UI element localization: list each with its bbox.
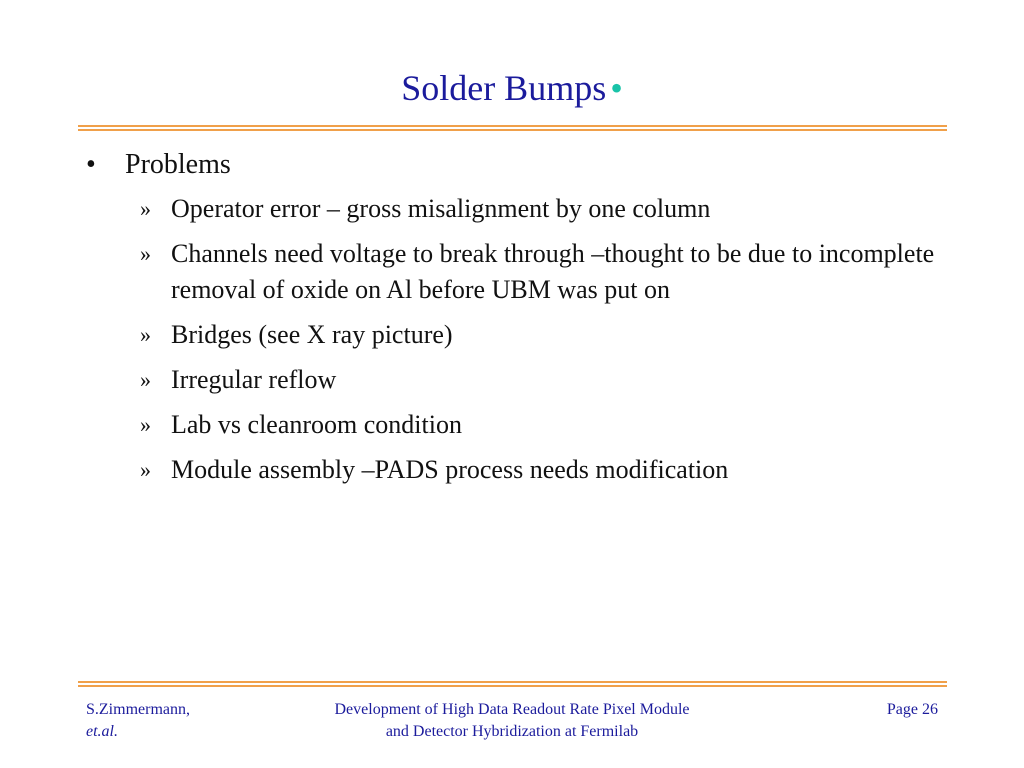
sub-bullet-channels-voltage <box>86 236 946 308</box>
title-bullet-icon: • <box>610 68 623 108</box>
slide-title <box>0 66 1024 110</box>
sub-bullet-text: Channels need voltage to break through –thought to be due to incomplete removal of oxide on Al before UBM was put on <box>171 239 935 304</box>
footer-title-line-2: and Detector Hybridization at Fermilab <box>385 723 639 740</box>
bullet-problems <box>86 146 946 184</box>
sub-bullet-chevron-icon: » <box>140 367 151 392</box>
sub-bullet-chevron-icon: » <box>140 322 151 347</box>
sub-bullet-chevron-icon: » <box>140 241 151 266</box>
sub-bullet-lab-cleanroom <box>86 407 946 443</box>
top-divider-line-2 <box>78 129 947 131</box>
top-divider-line-1 <box>78 125 947 127</box>
top-divider <box>78 125 947 131</box>
footer-author <box>86 699 190 743</box>
sub-bullet-text: Module assembly –PADS process needs modification <box>171 455 729 484</box>
bottom-divider-line-2 <box>78 685 947 687</box>
footer-title-line-1: Development of High Data Readout Rate Pixel Module <box>334 701 690 718</box>
sub-bullet-chevron-icon: » <box>140 196 151 221</box>
sub-bullet-operator-error <box>86 191 946 227</box>
sub-bullet-bridges <box>86 317 946 353</box>
bullet-problems-text: Problems <box>125 149 231 180</box>
sub-bullet-text: Irregular reflow <box>171 365 337 394</box>
footer-presentation-title <box>262 699 762 743</box>
bottom-divider-line-1 <box>78 681 947 683</box>
sub-bullet-irregular-reflow <box>86 362 946 398</box>
slide-title-text: Solder Bumps <box>401 68 607 108</box>
slide-body <box>86 146 946 497</box>
bottom-divider <box>78 681 947 687</box>
bullet-dot-icon: • <box>86 149 96 180</box>
sub-bullet-chevron-icon: » <box>140 457 151 482</box>
footer-author-name: S.Zimmermann, <box>86 701 190 718</box>
sub-bullet-chevron-icon: » <box>140 412 151 437</box>
sub-bullet-text: Operator error – gross misalignment by one column <box>171 194 711 223</box>
sub-bullet-text: Bridges (see X ray picture) <box>171 320 453 349</box>
sub-bullet-module-assembly <box>86 452 946 488</box>
sub-bullet-text: Lab vs cleanroom condition <box>171 410 462 439</box>
footer-page-number: Page 26 <box>886 701 938 718</box>
footer-author-etal: et.al. <box>86 723 118 740</box>
